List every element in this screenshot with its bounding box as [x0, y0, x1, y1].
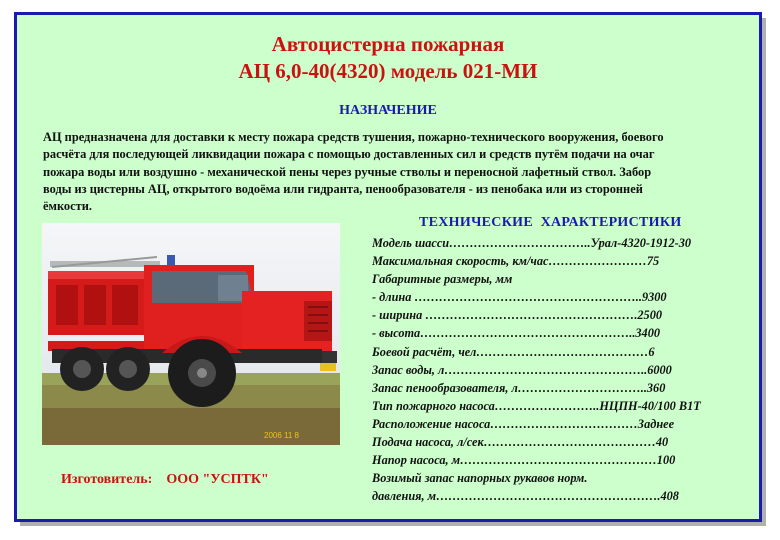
purpose-line: воды из цистерны АЦ, открытого водоёма или гидранта, пенообразователя - из пенобака или из сторонней: [43, 181, 643, 196]
spec-item: Модель шасси……………………………..Урал-4320-1912-30: [372, 236, 692, 250]
specs-list: [372, 234, 757, 505]
slide-shadow-right: [762, 18, 766, 526]
spec-item: - длина ………………………………………………..9300: [372, 290, 667, 305]
spec-item: Тип пожарного насоса……………………..НЦПН-40/100 В1Т: [372, 398, 701, 413]
photo-date-stamp: 2006 11 8: [264, 431, 299, 440]
slide-shadow-bottom: [20, 522, 766, 526]
purpose-heading: НАЗНАЧЕНИЕ: [339, 103, 437, 118]
spec-item: Максимальная скорость, км/час……………………75: [372, 254, 660, 269]
title-line-2: АЦ 6,0-40(4320) модель 021-МИ: [238, 59, 538, 83]
spec-item: - высота……………………………………………..3400: [372, 326, 660, 341]
spec-item: Запас воды, л…………………………………………..6000: [372, 362, 672, 377]
fire-truck-photo: [42, 223, 340, 445]
purpose-line: расчёта для последующей ликвидации пожара с помощью доставленных сил и средств путём подачи на очаг: [43, 147, 655, 162]
tech-heading: ТЕХНИЧЕСКИЕ ХАРАКТЕРИСТИКИ: [419, 215, 682, 230]
spec-item: Габаритные размеры, мм: [372, 272, 513, 287]
manufacturer-name: ООО "УСПТК": [166, 472, 269, 487]
manufacturer-label: Изготовитель:: [61, 472, 153, 487]
slide: [14, 12, 762, 522]
spec-item: Запас пенообразователя, л…………………………..360: [372, 380, 666, 395]
purpose-line: ёмкости.: [43, 199, 92, 214]
purpose-paragraph: [43, 129, 749, 215]
spec-item: Подача насоса, л/сек……………………………………40: [372, 435, 669, 450]
title-line-1: Автоцистерна пожарная: [271, 32, 505, 56]
spec-item: Расположение насоса………………………………Заднее: [372, 416, 675, 431]
spec-item: Боевой расчёт, чел……………………………………6: [372, 344, 655, 359]
purpose-line: АЦ предназначена для доставки к месту пожара средств тушения, пожарно-технического вооружения, боевого: [43, 130, 664, 144]
manufacturer-line: [61, 472, 269, 488]
spec-item: Возимый запас напорных рукавов норм.: [372, 471, 588, 486]
spec-item: - ширина …………………………………………….2500: [372, 308, 663, 323]
spec-item: Напор насоса, м…………………………………………100: [372, 453, 676, 468]
spec-item: давления, м……………………………………………….408: [372, 489, 679, 504]
purpose-line: пожара воды или воздушно - механической пены через ручные стволы и переносной лафетный ствол. Забор: [43, 164, 652, 179]
